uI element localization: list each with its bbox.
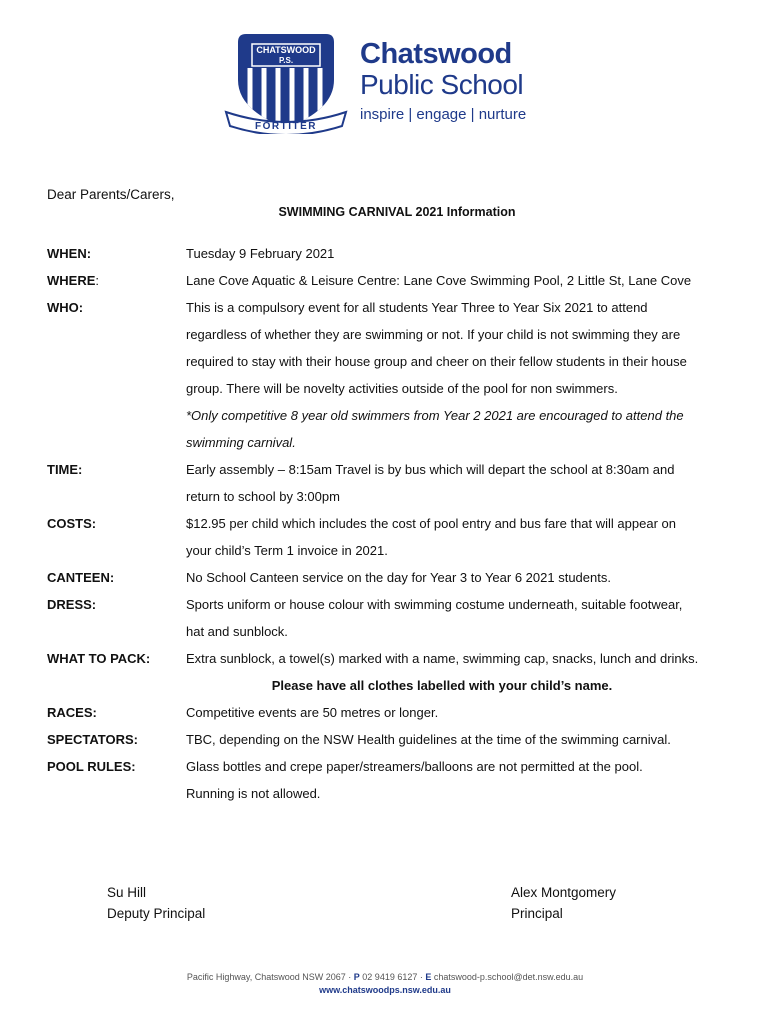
school-name-line2: Public School (360, 69, 524, 100)
time-label: TIME: (47, 462, 83, 477)
row-where (47, 267, 757, 294)
when-label: WHEN: (47, 246, 92, 261)
dress-line: hat and sunblock. (186, 624, 288, 639)
signature-deputy (107, 882, 205, 924)
footer-contact-line: Pacific Highway, Chatswood NSW 2067 · P 02 9419 6127 · E chatswood-p.school@det.nsw.edu.au (186, 972, 584, 982)
crest-sub-text: P.S. (278, 56, 294, 65)
school-name-block (360, 40, 526, 122)
footer (0, 971, 770, 997)
row-what-to-pack (47, 645, 757, 672)
who-value (186, 294, 757, 456)
footer-website[interactable]: www.chatswoodps.nsw.edu.au (319, 985, 451, 995)
time-line: return to school by 3:00pm (186, 489, 340, 504)
letterhead (216, 28, 554, 134)
row-time (47, 456, 757, 510)
clothes-label-reminder: Please have all clothes labelled with your child’s name. (271, 678, 613, 693)
canteen-label: CANTEEN: (47, 570, 115, 585)
dress-label: DRESS: (47, 597, 97, 612)
school-crest-logo (216, 28, 356, 134)
row-dress (47, 591, 757, 645)
greeting: Dear Parents/Carers, (47, 187, 175, 202)
costs-value (186, 510, 757, 564)
school-name-line1: Chatswood (360, 38, 512, 70)
costs-line: $12.95 per child which includes the cost of pool entry and bus fare that will appear on (186, 516, 676, 531)
signatory-title: Deputy Principal (107, 906, 206, 921)
costs-line: your child’s Term 1 invoice in 2021. (186, 543, 388, 558)
when-value: Tuesday 9 February 2021 (186, 246, 335, 261)
footer-phone: 02 9419 6127 (362, 972, 418, 982)
row-spectators (47, 726, 757, 753)
who-note-line: swimming carnival. (186, 435, 296, 450)
where-value: Lane Cove Aquatic & Leisure Centre: Lane Cove Swimming Pool, 2 Little St, Lane Cove (186, 273, 692, 288)
school-motto: inspire | engage | nurture (360, 106, 527, 123)
footer-phone-label: P (353, 972, 360, 982)
time-value (186, 456, 757, 510)
pool-rules-value (186, 753, 757, 807)
row-costs (47, 510, 757, 564)
who-line: This is a compulsory event for all students Year Three to Year Six 2021 to attend (186, 300, 648, 315)
canteen-value: No School Canteen service on the day for Year 3 to Year 6 2021 students. (186, 570, 611, 585)
footer-address: Pacific Highway, Chatswood NSW 2067 (186, 972, 346, 982)
signatory-name: Alex Montgomery (511, 885, 617, 900)
costs-label: COSTS: (47, 516, 97, 531)
what-to-pack-label: WHAT TO PACK: (47, 651, 151, 666)
races-label: RACES: (47, 705, 97, 720)
row-who (47, 294, 757, 456)
footer-email[interactable]: chatswood-p.school@det.nsw.edu.au (433, 972, 584, 982)
footer-email-label: E (425, 972, 432, 982)
where-label-text: WHERE (47, 273, 96, 288)
crest-top-text: CHATSWOOD (256, 45, 316, 55)
who-note-line: *Only competitive 8 year old swimmers from Year 2 2021 are encouraged to attend the (186, 408, 684, 423)
where-label-colon: : (95, 273, 100, 288)
dress-value (186, 591, 757, 645)
row-canteen (47, 564, 757, 591)
pool-rules-label: POOL RULES: (47, 759, 136, 774)
dress-line: Sports uniform or house colour with swimming costume underneath, suitable footwear, (186, 597, 683, 612)
document-title: SWIMMING CARNIVAL 2021 Information (278, 205, 516, 219)
signatory-name: Su Hill (107, 885, 147, 900)
row-when (47, 240, 757, 267)
information-list (47, 240, 757, 807)
races-value: Competitive events are 50 metres or longer. (186, 705, 439, 720)
pool-rules-line: Glass bottles and crepe paper/streamers/balloons are not permitted at the pool. (186, 759, 643, 774)
spectators-label: SPECTATORS: (47, 732, 139, 747)
where-label (47, 267, 186, 294)
row-pool-rules (47, 753, 757, 807)
what-to-pack-value: Extra sunblock, a towel(s) marked with a name, swimming cap, snacks, lunch and drinks. (186, 651, 699, 666)
spectators-value: TBC, depending on the NSW Health guidelines at the time of the swimming carnival. (186, 732, 671, 747)
signatory-title: Principal (511, 906, 563, 921)
signature-principal (511, 882, 616, 924)
row-races (47, 699, 757, 726)
pool-rules-line: Running is not allowed. (186, 786, 321, 801)
crest-banner-text: FORTITER (255, 121, 317, 132)
time-line: Early assembly – 8:15am Travel is by bus which will depart the school at 8:30am and (186, 462, 675, 477)
who-label: WHO: (47, 300, 84, 315)
who-line: regardless of whether they are swimming or not. If your child is not swimming they are (186, 327, 681, 342)
who-line: group. There will be novelty activities outside of the pool for non swimmers. (186, 381, 618, 396)
who-line: required to stay with their house group and cheer on their fellow students in their house (186, 354, 687, 369)
